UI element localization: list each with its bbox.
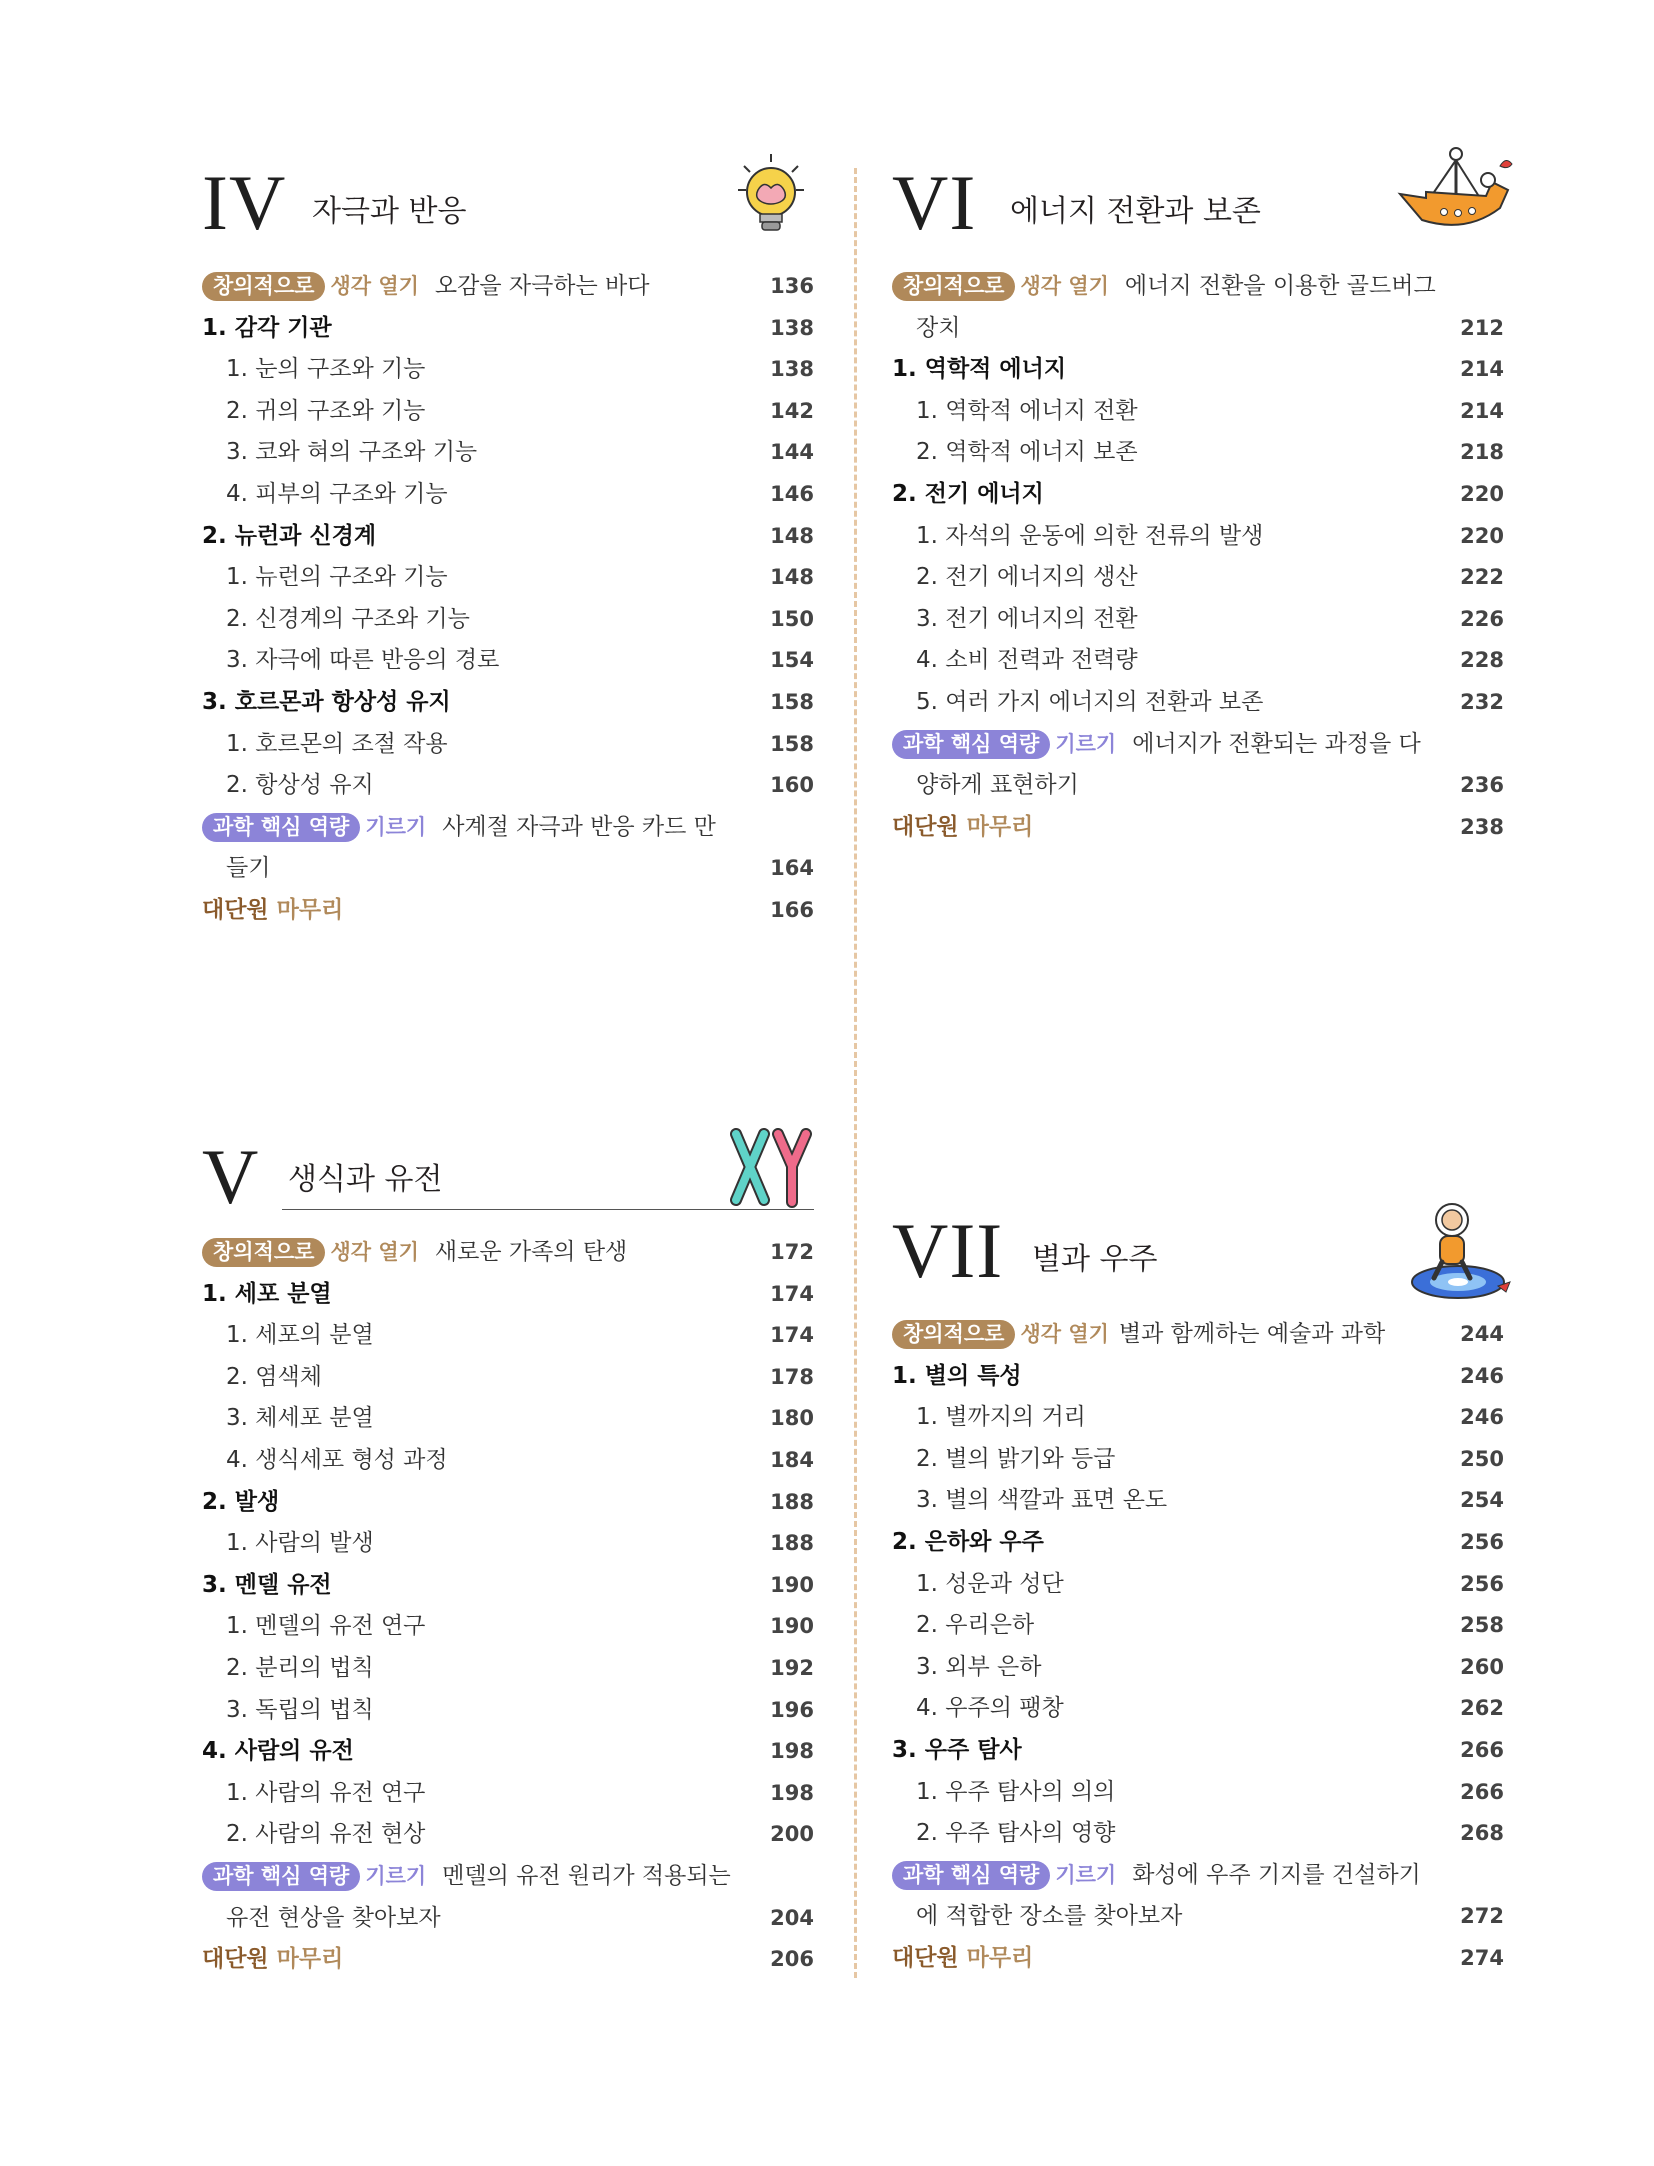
page-number: 178 <box>770 1364 814 1389</box>
activity-pill: 과학 핵심 역량 <box>892 730 1050 759</box>
page-number: 158 <box>770 689 814 714</box>
review-row[interactable] <box>202 890 814 932</box>
section-row[interactable] <box>892 1605 1504 1647</box>
opener-text: 오감을 자극하는 바다 <box>434 273 650 300</box>
section-title: 4. 우주의 팽창 <box>916 1695 1064 1722</box>
page-number: 218 <box>1460 440 1504 465</box>
section-row[interactable] <box>202 557 814 599</box>
page-number: 274 <box>1460 1945 1504 1970</box>
opener-pill-rest: 생각 열기 <box>330 1240 419 1264</box>
section-row[interactable] <box>202 1357 814 1399</box>
page-number: 188 <box>770 1489 814 1514</box>
section-row[interactable] <box>202 724 814 766</box>
activity-row[interactable] <box>202 807 814 849</box>
section-title: 1. 사람의 발생 <box>226 1530 374 1557</box>
page-number: 142 <box>770 398 814 423</box>
section-title: 2. 항상성 유지 <box>226 772 374 799</box>
chapter-title: 1. 감각 기관 <box>202 314 332 341</box>
activity-text-continued: 유전 현상을 찾아보자 <box>226 1904 441 1931</box>
section-row[interactable] <box>892 1480 1504 1522</box>
page-number: 266 <box>1460 1779 1504 1804</box>
activity-pill-rest: 기르기 <box>1055 1862 1117 1887</box>
review-row[interactable] <box>892 807 1504 849</box>
section-row[interactable] <box>892 1813 1504 1855</box>
page-number: 174 <box>770 1323 814 1348</box>
section-row[interactable] <box>202 765 814 807</box>
section-row[interactable] <box>202 432 814 474</box>
page-number: 166 <box>770 897 814 922</box>
activity-pill: 과학 핵심 역량 <box>202 813 360 842</box>
page-number: 150 <box>770 606 814 631</box>
opener-row[interactable] <box>202 1232 814 1274</box>
page-number: 232 <box>1460 689 1504 714</box>
opener-row[interactable] <box>892 266 1504 308</box>
opener-pill-rest: 생각 열기 <box>1020 274 1109 298</box>
page-number: 212 <box>1460 315 1504 340</box>
chapter-row[interactable] <box>202 1274 814 1316</box>
section-row[interactable] <box>202 1523 814 1565</box>
section-row[interactable] <box>202 474 814 516</box>
section-row[interactable] <box>202 1315 814 1357</box>
review-label-rest: 마무리 <box>276 1946 344 1973</box>
page-number: 256 <box>1460 1529 1504 1554</box>
page-number: 206 <box>770 1947 814 1972</box>
activity-text-continued: 에 적합한 장소를 찾아보자 <box>916 1903 1183 1930</box>
activity-row[interactable] <box>892 724 1504 766</box>
opener-row[interactable] <box>892 1314 1504 1356</box>
page-number: 246 <box>1460 1405 1504 1430</box>
section-row[interactable] <box>892 599 1504 641</box>
section-row[interactable] <box>202 391 814 433</box>
review-label-rest: 마무리 <box>276 896 344 923</box>
activity-row[interactable] <box>202 1856 814 1898</box>
section-title: 5. 여러 가지 에너지의 전환과 보존 <box>916 688 1264 715</box>
section-title: 3. 전기 에너지의 전환 <box>916 605 1138 632</box>
activity-row-continued[interactable] <box>202 1898 814 1940</box>
chapter-row[interactable] <box>202 308 814 350</box>
section-row[interactable] <box>202 640 814 682</box>
toc-list <box>202 266 814 932</box>
section-title: 4. 생식세포 형성 과정 <box>226 1446 448 1473</box>
unit-header <box>202 159 814 246</box>
page-number: 220 <box>1460 481 1504 506</box>
section-row[interactable] <box>892 1688 1504 1730</box>
section-title: 3. 코와 혀의 구조와 기능 <box>226 439 478 466</box>
page-number: 200 <box>770 1822 814 1847</box>
xy-chromosome-icon <box>730 1128 814 1208</box>
page-number: 148 <box>770 523 814 548</box>
page-number: 146 <box>770 481 814 506</box>
chapter-title: 3. 우주 탐사 <box>892 1736 1022 1763</box>
opener-row[interactable] <box>202 266 814 308</box>
unit-numeral: VI <box>892 159 977 246</box>
chapter-title: 1. 역학적 에너지 <box>892 356 1067 383</box>
section-title: 1. 뉴런의 구조와 기능 <box>226 564 448 591</box>
unit-iv <box>202 159 814 932</box>
opener-pill: 창의적으로 <box>202 1238 325 1267</box>
unit-vi <box>892 159 1504 848</box>
section-row[interactable] <box>892 640 1504 682</box>
opener-text-continued: 장치 <box>916 314 961 341</box>
opener-pill: 창의적으로 <box>892 272 1015 301</box>
page-number: 262 <box>1460 1696 1504 1721</box>
activity-pill-rest: 기르기 <box>1055 731 1117 756</box>
unit-title: 별과 우주 <box>1032 1242 1158 1277</box>
activity-pill: 과학 핵심 역량 <box>892 1861 1050 1890</box>
section-row[interactable] <box>892 1439 1504 1481</box>
chapter-title: 4. 사람의 유전 <box>202 1738 354 1765</box>
page-number: 214 <box>1460 357 1504 382</box>
page-number: 180 <box>770 1406 814 1431</box>
activity-pill: 과학 핵심 역량 <box>202 1862 360 1891</box>
page-number: 190 <box>770 1572 814 1597</box>
section-title: 1. 역학적 에너지 전환 <box>916 397 1138 424</box>
chapter-title: 2. 은하와 우주 <box>892 1528 1044 1555</box>
section-title: 3. 독립의 법칙 <box>226 1696 374 1723</box>
chapter-row[interactable] <box>202 516 814 558</box>
page-number: 226 <box>1460 606 1504 631</box>
activity-pill-rest: 기르기 <box>365 1863 427 1888</box>
chapter-row[interactable] <box>202 1482 814 1524</box>
toc-list <box>892 266 1504 848</box>
activity-row-continued[interactable] <box>202 848 814 890</box>
activity-text: 사계절 자극과 반응 카드 만 <box>442 814 716 841</box>
section-title: 1. 사람의 유전 연구 <box>226 1779 426 1806</box>
section-row[interactable] <box>892 516 1504 558</box>
page-number: 188 <box>770 1531 814 1556</box>
page-number: 160 <box>770 773 814 798</box>
section-title: 3. 외부 은하 <box>916 1653 1042 1680</box>
section-row[interactable] <box>202 1690 814 1732</box>
review-label: 대단원 <box>202 1946 269 1973</box>
section-title: 1. 눈의 구조와 기능 <box>226 356 426 383</box>
chapter-row[interactable] <box>202 1565 814 1607</box>
opener-text: 새로운 가족의 탄생 <box>434 1239 628 1266</box>
section-title: 1. 세포의 분열 <box>226 1322 374 1349</box>
chapter-title: 3. 호르몬과 항상성 유지 <box>202 688 451 715</box>
page-number: 258 <box>1460 1613 1504 1638</box>
activity-row-continued[interactable] <box>892 765 1504 807</box>
section-row[interactable] <box>202 1648 814 1690</box>
section-title: 4. 소비 전력과 전력량 <box>916 647 1138 674</box>
page-number: 158 <box>770 731 814 756</box>
opener-text: 별과 함께하는 예술과 과학 <box>1118 1321 1386 1348</box>
opener-pill: 창의적으로 <box>892 1320 1015 1349</box>
section-title: 2. 분리의 법칙 <box>226 1654 374 1681</box>
toc-list <box>202 1232 814 1981</box>
review-row[interactable] <box>892 1938 1504 1980</box>
page-number: 144 <box>770 440 814 465</box>
section-row[interactable] <box>892 1564 1504 1606</box>
page-number: 244 <box>1460 1322 1504 1346</box>
page-number: 266 <box>1460 1737 1504 1762</box>
opener-pill-rest: 생각 열기 <box>1020 1322 1109 1346</box>
opener-pill-rest: 생각 열기 <box>330 274 419 298</box>
section-title: 1. 성운과 성단 <box>916 1570 1064 1597</box>
unit-numeral: IV <box>202 159 287 246</box>
chapter-row[interactable] <box>892 1522 1504 1564</box>
chapter-title: 1. 세포 분열 <box>202 1280 332 1307</box>
page-number: 220 <box>1460 523 1504 548</box>
chapter-title: 3. 멘델 유전 <box>202 1571 332 1598</box>
section-row[interactable] <box>202 599 814 641</box>
review-row[interactable] <box>202 1939 814 1981</box>
page-number: 268 <box>1460 1821 1504 1846</box>
unit-title: 에너지 전환과 보존 <box>1010 194 1261 229</box>
section-row[interactable] <box>892 682 1504 724</box>
section-title: 2. 우주 탐사의 영향 <box>916 1820 1116 1847</box>
page-number: 214 <box>1460 398 1504 423</box>
page-number: 172 <box>770 1240 814 1264</box>
unit-numeral: V <box>202 1133 260 1220</box>
activity-row-continued[interactable] <box>892 1896 1504 1938</box>
section-row[interactable] <box>892 1772 1504 1814</box>
chapter-row[interactable] <box>892 1730 1504 1772</box>
page-number: 154 <box>770 648 814 673</box>
section-row[interactable] <box>892 391 1504 433</box>
toc-list <box>892 1314 1504 1980</box>
activity-text: 에너지가 전환되는 과정을 다 <box>1132 730 1421 757</box>
unit-numeral: VII <box>892 1207 1004 1294</box>
section-title: 1. 우주 탐사의 의의 <box>916 1778 1116 1805</box>
page-number: 198 <box>770 1780 814 1805</box>
section-title: 2. 전기 에너지의 생산 <box>916 564 1138 591</box>
activity-row[interactable] <box>892 1855 1504 1897</box>
activity-text: 화성에 우주 기지를 건설하기 <box>1132 1862 1421 1889</box>
page-number: 190 <box>770 1614 814 1639</box>
section-row[interactable] <box>892 557 1504 599</box>
page-number: 136 <box>770 274 814 298</box>
opener-row-continued[interactable] <box>892 308 1504 350</box>
page-number: 250 <box>1460 1446 1504 1471</box>
page-number: 238 <box>1460 814 1504 839</box>
chapter-row[interactable] <box>892 349 1504 391</box>
section-row[interactable] <box>202 1814 814 1856</box>
section-row[interactable] <box>202 1773 814 1815</box>
chapter-row[interactable] <box>892 1356 1504 1398</box>
activity-pill-rest: 기르기 <box>365 814 427 839</box>
chapter-title: 2. 전기 에너지 <box>892 480 1044 507</box>
review-label-rest: 마무리 <box>966 1944 1034 1971</box>
page-number: 198 <box>770 1739 814 1764</box>
page-number: 148 <box>770 565 814 590</box>
chapter-title: 1. 별의 특성 <box>892 1362 1022 1389</box>
section-title: 1. 자석의 운동에 의한 전류의 발생 <box>916 522 1264 549</box>
page-number: 196 <box>770 1697 814 1722</box>
unit-title: 자극과 반응 <box>312 194 467 229</box>
unit-header <box>892 159 1504 246</box>
pirate-ship-icon <box>1396 146 1520 242</box>
page-number: 222 <box>1460 565 1504 590</box>
page-number: 236 <box>1460 773 1504 798</box>
section-title: 2. 별의 밝기와 등급 <box>916 1445 1116 1472</box>
section-title: 2. 귀의 구조와 기능 <box>226 397 426 424</box>
unit-vii <box>892 1207 1504 1980</box>
review-label-rest: 마무리 <box>966 813 1034 840</box>
section-title: 3. 체세포 분열 <box>226 1405 374 1432</box>
section-title: 2. 사람의 유전 현상 <box>226 1821 426 1848</box>
section-title: 1. 호르몬의 조절 작용 <box>226 730 448 757</box>
section-title: 2. 신경계의 구조와 기능 <box>226 605 470 632</box>
activity-text: 멘델의 유전 원리가 적용되는 <box>442 1863 731 1890</box>
page-number: 138 <box>770 357 814 382</box>
unit-title: 생식과 유전 <box>288 1162 443 1197</box>
section-title: 1. 별까지의 거리 <box>916 1404 1086 1431</box>
section-title: 4. 피부의 구조와 기능 <box>226 480 448 507</box>
opener-pill: 창의적으로 <box>202 272 325 301</box>
review-label: 대단원 <box>892 1944 959 1971</box>
column-divider <box>854 168 857 1978</box>
chapter-title: 2. 뉴런과 신경계 <box>202 522 377 549</box>
page-number: 192 <box>770 1655 814 1680</box>
chapter-row[interactable] <box>202 682 814 724</box>
page-number: 272 <box>1460 1904 1504 1929</box>
section-row[interactable] <box>202 1606 814 1648</box>
section-title: 3. 별의 색깔과 표면 온도 <box>916 1487 1168 1514</box>
page-number: 246 <box>1460 1363 1504 1388</box>
unit-header <box>892 1207 1504 1294</box>
page-number: 164 <box>770 856 814 881</box>
activity-text-continued: 들기 <box>226 855 271 882</box>
chapter-row[interactable] <box>202 1731 814 1773</box>
page-number: 204 <box>770 1905 814 1930</box>
section-title: 2. 역학적 에너지 보존 <box>916 439 1138 466</box>
section-row[interactable] <box>202 1440 814 1482</box>
header-rule <box>282 1209 814 1210</box>
chapter-row[interactable] <box>892 474 1504 516</box>
section-title: 3. 자극에 따른 반응의 경로 <box>226 647 500 674</box>
astronaut-galaxy-icon <box>1406 1198 1518 1308</box>
page-number: 228 <box>1460 648 1504 673</box>
section-title: 1. 멘델의 유전 연구 <box>226 1613 426 1640</box>
page-number: 184 <box>770 1447 814 1472</box>
section-title: 2. 염색체 <box>226 1363 322 1390</box>
activity-text-continued: 양하게 표현하기 <box>916 772 1079 799</box>
section-row[interactable] <box>202 349 814 391</box>
page-number: 254 <box>1460 1488 1504 1513</box>
unit-v <box>202 1132 814 1981</box>
page-number: 260 <box>1460 1654 1504 1679</box>
page-number: 138 <box>770 315 814 340</box>
page-number: 256 <box>1460 1571 1504 1596</box>
opener-text: 에너지 전환을 이용한 골드버그 <box>1124 273 1436 300</box>
section-title: 2. 우리은하 <box>916 1612 1035 1639</box>
review-label: 대단원 <box>202 896 269 923</box>
page-number: 174 <box>770 1281 814 1306</box>
section-row[interactable] <box>892 1647 1504 1689</box>
section-row[interactable] <box>892 432 1504 474</box>
chapter-title: 2. 발생 <box>202 1488 280 1515</box>
brain-lightbulb-icon <box>736 152 806 236</box>
section-row[interactable] <box>202 1398 814 1440</box>
unit-header <box>202 1132 814 1220</box>
section-row[interactable] <box>892 1397 1504 1439</box>
review-label: 대단원 <box>892 813 959 840</box>
